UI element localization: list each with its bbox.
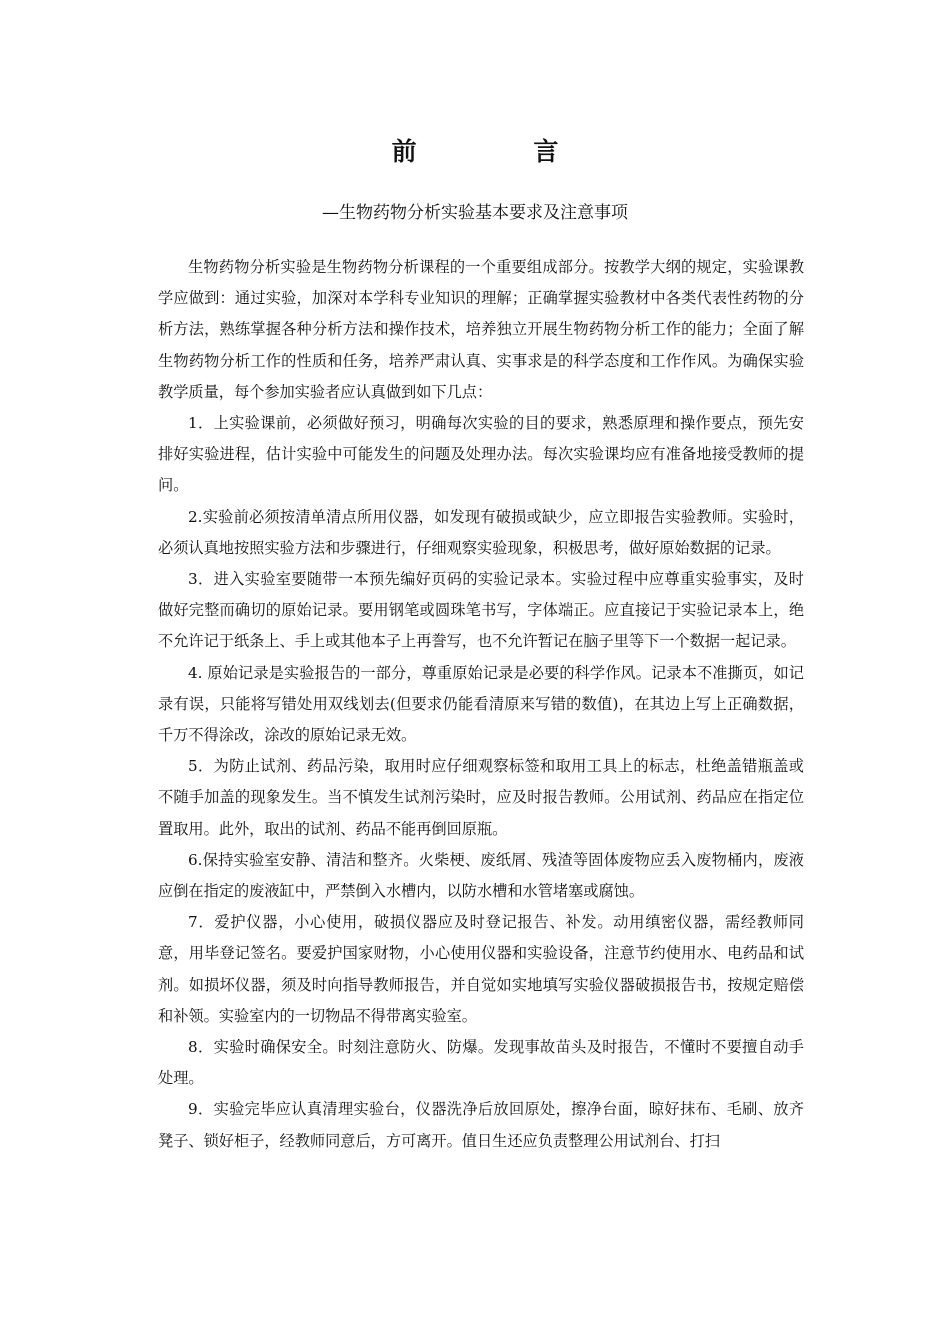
rule-paragraph-2: 2.实验前必须按清单清点所用仪器，如发现有破损或缺少，应立即报告实验教师。实验时，必须认真地按照实验方法和步骤进行，仔细观察实验现象，积极思考，做好原始数据的记录。 xyxy=(158,507,804,557)
rule-paragraph-4: 4. 原始记录是实验报告的一部分，尊重原始记录是必要的科学作风。记录本不准撕页，如记录有误，只能将写错处用双线划去(但要求仍能看清原来写错的数值)，在其边上写上正确数据，千万不得涂改，涂改的原始记录无效。 xyxy=(158,663,804,745)
page-subtitle: —生物药物分析实验基本要求及注意事项 xyxy=(322,203,628,223)
page-title: 前 言 xyxy=(391,137,613,166)
rule-paragraph-7: 7．爱护仪器，小心使用，破损仪器应及时登记报告、补发。动用缜密仪器，需经教师同意，用毕登记签名。要爱护国家财物，小心使用仪器和实验设备，注意节约使用水、电药品和试剂。如损坏仪器，须及时向指导教师报告，并自觉如实地填写实验仪器破损报告书，按规定赔偿和补领。实验室内的一切物品不得带离实验室。 xyxy=(158,913,804,1025)
rule-paragraph-6: 6.保持实验室安静、清洁和整齐。火柴梗、废纸屑、残渣等固体废物应丢入废物桶内，废液应倒在指定的废液缸中，严禁倒入水槽内，以防水槽和水管堵塞或腐蚀。 xyxy=(158,850,804,901)
rule-paragraph-9: 9．实验完毕应认真清理实验台，仪器洗净后放回原处，擦净台面，晾好抹布、毛刷、放齐凳子、锁好柜子，经教师同意后，方可离开。值日生还应负责整理公用试剂台、打扫 xyxy=(158,1100,804,1150)
intro-paragraph: 生物药物分析实验是生物药物分析课程的一个重要组成部分。按教学大纲的规定，实验课教学应做到：通过实验，加深对本学科专业知识的理解；正确掌握实验教材中各类代表性药物的分析方法，熟练掌握各种分析方法和操作技术，培养独立开展生物药物分析工作的能力；全面了解生物药物分析工作的性质和任务，培养严肃认真、实事求是的科学态度和工作作风。为确保实验教学质量，每个参加实验者应认真做到如下几点： xyxy=(158,258,804,401)
rule-paragraph-8: 8．实验时确保安全。时刻注意防火、防爆。发现事故苗头及时报告，不懂时不要擅自动手处理。 xyxy=(158,1038,804,1088)
rule-paragraph-1: 1．上实验课前，必须做好预习，明确每次实验的目的要求，熟悉原理和操作要点，预先安排好实验进程，估计实验中可能发生的问题及处理办法。每次实验课均应有准备地接受教师的提问。 xyxy=(158,414,804,495)
rule-paragraph-3: 3．进入实验室要随带一本预先编好页码的实验记录本。实验过程中应尊重实验事实，及时做好完整而确切的原始记录。要用钢笔或圆珠笔书写，字体端正。应直接记于实验记录本上，绝不允许记于纸条上、手上或其他本子上再誊写，也不允许暂记在脑子里等下一个数据一起记录。 xyxy=(158,570,804,651)
rule-paragraph-5: 5．为防止试剂、药品污染，取用时应仔细观察标签和取用工具上的标志，杜绝盖错瓶盖或不随手加盖的现象发生。当不慎发生试剂污染时，应及时报告教师。公用试剂、药品应在指定位置取用。此外，取出的试剂、药品不能再倒回原瓶。 xyxy=(158,757,804,838)
document-body xyxy=(158,252,804,1157)
